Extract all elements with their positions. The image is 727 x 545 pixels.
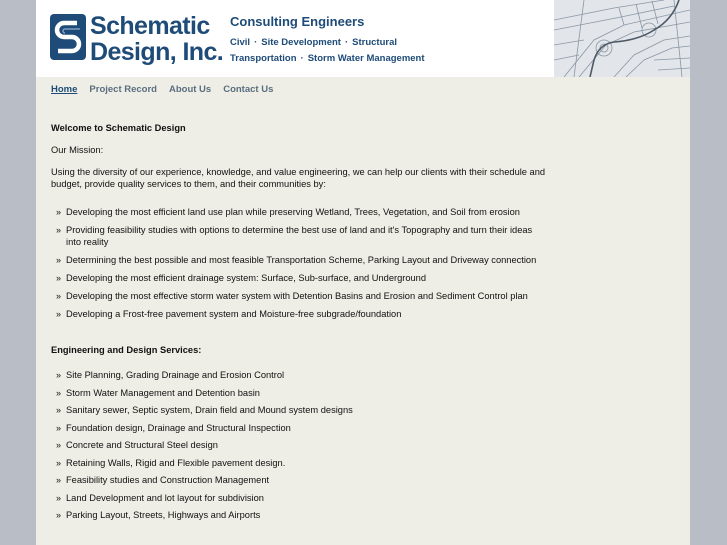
list-item: » Developing the most effective storm water system with Detention Basins and Erosion and Sediment Control plan bbox=[51, 290, 546, 302]
list-item: » Determining the best possible and most feasible Transportation Scheme, Parking Layout and Driveway connection bbox=[51, 254, 546, 266]
nav-project-record[interactable]: Project Record bbox=[89, 84, 157, 95]
list-item: » Developing the most efficient drainage system: Surface, Sub-surface, and Underground bbox=[51, 272, 546, 284]
nav-about-us[interactable]: About Us bbox=[168, 84, 212, 95]
nav-contact-us[interactable]: Contact Us bbox=[223, 84, 274, 95]
site-header bbox=[36, 0, 690, 77]
list-item: » Parking Layout, Streets, Highways and Airports bbox=[51, 509, 546, 521]
list-item: » Concrete and Structural Steel design bbox=[51, 439, 546, 451]
list-item: » Land Development and lot layout for subdivision bbox=[51, 492, 546, 504]
list-item: » Foundation design, Drainage and Structural Inspection bbox=[51, 422, 546, 434]
page-container bbox=[36, 0, 690, 545]
services-heading: Engineering and Design Services: bbox=[51, 345, 202, 355]
list-item: » Developing the most efficient land use plan while preserving Wetland, Trees, Vegetation, and Soil from erosion bbox=[51, 206, 546, 218]
list-item: » Developing a Frost-free pavement system and Moisture-free subgrade/foundation bbox=[51, 308, 546, 320]
list-item: » Sanitary sewer, Septic system, Drain field and Mound system designs bbox=[51, 404, 546, 416]
mission-intro: Using the diversity of our experience, knowledge, and value engineering, we can help our clients with their schedule and budget, provide quality services to them, and their communities by: bbox=[51, 167, 546, 189]
welcome-heading: Welcome to Schematic Design bbox=[51, 123, 186, 133]
logo-wordmark bbox=[90, 13, 223, 65]
list-item: » Feasibility studies and Construction Management bbox=[51, 474, 546, 486]
logo-line-1: Schematic bbox=[90, 12, 210, 40]
service-storm-water: Storm Water Management bbox=[307, 53, 425, 64]
service-site-development: Site Development bbox=[261, 37, 341, 48]
services-line-1: Civil · Site Development · Structural bbox=[230, 37, 397, 48]
nav-home[interactable]: Home bbox=[51, 84, 78, 95]
mission-list bbox=[51, 206, 546, 320]
services-list bbox=[51, 369, 546, 521]
list-item: » Providing feasibility studies with options to determine the best use of land and it's Topography and turn their ideas into reality bbox=[51, 224, 546, 248]
mission-label: Our Mission: bbox=[51, 145, 104, 155]
services-line-2: Transportation · Storm Water Management bbox=[230, 53, 425, 64]
service-transportation: Transportation bbox=[230, 53, 297, 64]
tagline-title: Consulting Engineers bbox=[230, 14, 365, 29]
list-item: » Retaining Walls, Rigid and Flexible pavement design. bbox=[51, 457, 546, 469]
site-plan-drawing bbox=[554, 0, 690, 77]
logo-line-2: Design, Inc. bbox=[90, 38, 224, 66]
tagline bbox=[230, 14, 425, 67]
logo-s-icon bbox=[50, 14, 86, 60]
list-item: » Storm Water Management and Detention basin bbox=[51, 387, 546, 399]
site-plan-image bbox=[554, 0, 690, 77]
service-structural: Structural bbox=[352, 37, 397, 48]
main-content bbox=[51, 122, 546, 521]
list-item: » Site Planning, Grading Drainage and Erosion Control bbox=[51, 369, 546, 381]
main-nav bbox=[51, 84, 285, 95]
service-civil: Civil bbox=[230, 37, 251, 48]
